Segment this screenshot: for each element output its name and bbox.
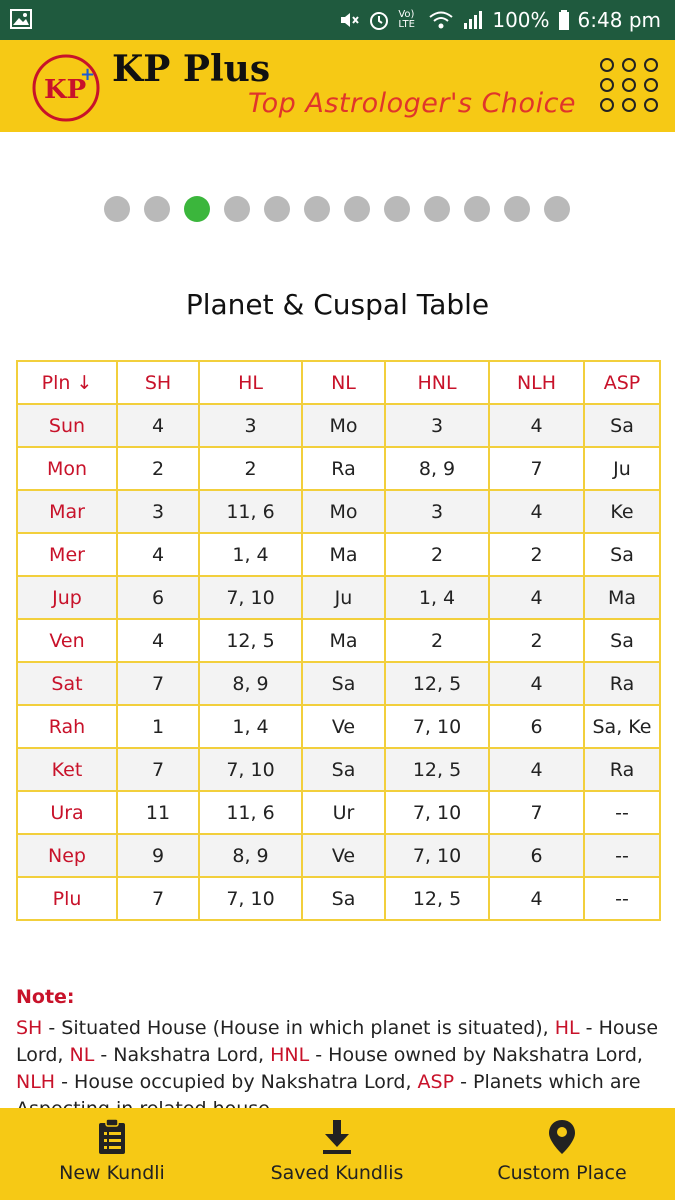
table-cell: Sa [302, 662, 385, 705]
table-row [17, 662, 660, 705]
note-text: - House occupied by Nakshatra Lord, [55, 1071, 418, 1093]
column-header: HNL [385, 361, 489, 404]
page-dot[interactable] [144, 196, 170, 222]
alarm-icon [368, 9, 390, 31]
note-title: Note: [16, 986, 75, 1008]
page-dot[interactable] [304, 196, 330, 222]
page-dot[interactable] [184, 196, 210, 222]
page-dot[interactable] [224, 196, 250, 222]
table-cell: Ma [302, 533, 385, 576]
clock: 6:48 pm [577, 8, 661, 32]
table-cell: Mo [302, 490, 385, 533]
grid-menu-icon[interactable] [600, 58, 658, 114]
column-header: NL [302, 361, 385, 404]
network-label: Vo) LTE [398, 9, 415, 30]
note-abbr: SH [16, 1017, 43, 1039]
app-header [0, 40, 675, 132]
planet-cell: Ura [17, 791, 117, 834]
app-tagline: Top Astrologer's Choice [248, 88, 577, 119]
table-cell: Ke [584, 490, 660, 533]
note-body [16, 1017, 658, 1120]
table-cell: 11, 6 [199, 791, 302, 834]
table-cell: 12, 5 [385, 877, 489, 920]
table-cell: -- [584, 791, 660, 834]
table-cell: 7 [489, 447, 584, 490]
signal-icon [462, 9, 484, 31]
table-cell: 4 [489, 490, 584, 533]
planet-cell: Nep [17, 834, 117, 877]
page-dot[interactable] [424, 196, 450, 222]
table-cell: 7, 10 [199, 748, 302, 791]
table-cell: 6 [117, 576, 199, 619]
table-cell: -- [584, 834, 660, 877]
kp-logo [32, 54, 100, 122]
planet-cell: Jup [17, 576, 117, 619]
table-row [17, 576, 660, 619]
table-row [17, 834, 660, 877]
note-section [16, 984, 661, 1123]
table-cell: 3 [385, 490, 489, 533]
planet-cell: Ket [17, 748, 117, 791]
app-title: KP Plus [112, 48, 271, 90]
table-cell: 7, 10 [199, 877, 302, 920]
status-bar [0, 0, 675, 40]
nav-label: New Kundli [59, 1162, 165, 1184]
table-cell: 1, 4 [385, 576, 489, 619]
table-cell: Sa [584, 619, 660, 662]
note-text: - House owned by Nakshatra Lord, [309, 1044, 643, 1066]
page-dot[interactable] [504, 196, 530, 222]
table-row [17, 791, 660, 834]
planet-cell: Mar [17, 490, 117, 533]
table-row [17, 447, 660, 490]
table-cell: 4 [489, 662, 584, 705]
table-cell: 4 [489, 576, 584, 619]
column-header: SH [117, 361, 199, 404]
note-abbr: NL [69, 1044, 95, 1066]
page-dot[interactable] [344, 196, 370, 222]
table-cell: 2 [117, 447, 199, 490]
page-title: Planet & Cuspal Table [185, 288, 490, 321]
download-icon [320, 1118, 354, 1156]
column-header: NLH [489, 361, 584, 404]
note-text: - House Lord, [16, 1017, 659, 1066]
mute-icon [338, 9, 360, 31]
svg-text:KP: KP [44, 75, 87, 105]
table-row [17, 533, 660, 576]
column-header[interactable]: Pln ↓ [17, 361, 117, 404]
battery-percent: 100% [492, 8, 550, 32]
page-dot[interactable] [264, 196, 290, 222]
column-header: HL [199, 361, 302, 404]
table-row [17, 877, 660, 920]
table-cell: Ve [302, 705, 385, 748]
svg-text:+: + [80, 64, 96, 85]
table-cell: 2 [199, 447, 302, 490]
note-abbr: HL [554, 1017, 580, 1039]
table-cell: Sa, Ke [584, 705, 660, 748]
table-row [17, 619, 660, 662]
table-cell: Ma [302, 619, 385, 662]
table-cell: 7 [117, 662, 199, 705]
page-dot[interactable] [464, 196, 490, 222]
table-cell: 3 [199, 404, 302, 447]
planet-cell: Sat [17, 662, 117, 705]
table-cell: 7 [117, 877, 199, 920]
table-cell: Ju [302, 576, 385, 619]
table-cell: Ve [302, 834, 385, 877]
table-cell: Ju [584, 447, 660, 490]
note-abbr: NLH [16, 1071, 56, 1093]
table-cell: 3 [117, 490, 199, 533]
table-cell: 4 [117, 404, 199, 447]
table-cell: 4 [489, 748, 584, 791]
page-dot[interactable] [384, 196, 410, 222]
table-cell: Mo [302, 404, 385, 447]
table-cell: Sa [302, 877, 385, 920]
table-cell: 7, 10 [385, 705, 489, 748]
table-cell: Sa [302, 748, 385, 791]
table-cell: 2 [489, 619, 584, 662]
nav-new-kundli[interactable] [12, 1118, 212, 1198]
table-cell: Ra [584, 662, 660, 705]
location-pin-icon [547, 1118, 577, 1156]
page-dot[interactable] [544, 196, 570, 222]
table-cell: 4 [489, 877, 584, 920]
table-cell: Sa [584, 533, 660, 576]
table-cell: 2 [489, 533, 584, 576]
table-cell: 7, 10 [385, 834, 489, 877]
clipboard-icon [97, 1118, 127, 1156]
planet-cell: Mer [17, 533, 117, 576]
table-cell: 4 [489, 404, 584, 447]
table-row [17, 748, 660, 791]
table-cell: 1 [117, 705, 199, 748]
page-dot[interactable] [104, 196, 130, 222]
table-cell: 12, 5 [385, 748, 489, 791]
table-row [17, 404, 660, 447]
table-cell: 9 [117, 834, 199, 877]
planet-cell: Mon [17, 447, 117, 490]
table-cell: 1, 4 [199, 705, 302, 748]
note-abbr: ASP [417, 1071, 455, 1093]
planet-cell: Plu [17, 877, 117, 920]
column-header: ASP [584, 361, 660, 404]
image-icon [10, 9, 32, 29]
table-cell: Ra [584, 748, 660, 791]
planet-cuspal-table [16, 360, 661, 921]
wifi-icon [428, 9, 454, 31]
table-cell: 8, 9 [199, 834, 302, 877]
nav-custom-place[interactable] [462, 1118, 662, 1198]
table-cell: 4 [117, 619, 199, 662]
table-cell: 7, 10 [199, 576, 302, 619]
note-text: - Situated House (House in which planet is situated), [42, 1017, 555, 1039]
table-cell: Ma [584, 576, 660, 619]
table-cell: 11 [117, 791, 199, 834]
table-cell: -- [584, 877, 660, 920]
table-cell: 4 [117, 533, 199, 576]
table-cell: 2 [385, 619, 489, 662]
table-header-row [17, 361, 660, 404]
nav-saved-kundlis[interactable] [237, 1118, 437, 1198]
table-cell: 7 [489, 791, 584, 834]
planet-cell: Rah [17, 705, 117, 748]
table-cell: 8, 9 [199, 662, 302, 705]
planet-cell: Sun [17, 404, 117, 447]
note-abbr: HNL [270, 1044, 310, 1066]
table-cell: 2 [385, 533, 489, 576]
note-text: - Planets which are [460, 1071, 641, 1093]
table-cell: 12, 5 [199, 619, 302, 662]
table-cell: 6 [489, 834, 584, 877]
table-row [17, 490, 660, 533]
table-cell: 7, 10 [385, 791, 489, 834]
table-cell: Sa [584, 404, 660, 447]
table-cell: 11, 6 [199, 490, 302, 533]
table-cell: 1, 4 [199, 533, 302, 576]
table-cell: Ur [302, 791, 385, 834]
table-cell: 3 [385, 404, 489, 447]
battery-icon [558, 9, 570, 31]
nav-label: Custom Place [497, 1162, 627, 1184]
table-cell: Ra [302, 447, 385, 490]
bottom-navigation [0, 1108, 675, 1200]
table-cell: 6 [489, 705, 584, 748]
table-cell: 8, 9 [385, 447, 489, 490]
note-text: - Nakshatra Lord, [94, 1044, 271, 1066]
table-row [17, 705, 660, 748]
planet-cell: Ven [17, 619, 117, 662]
table-cell: 7 [117, 748, 199, 791]
table-cell: 12, 5 [385, 662, 489, 705]
nav-label: Saved Kundlis [270, 1162, 404, 1184]
page-indicator [104, 196, 570, 224]
